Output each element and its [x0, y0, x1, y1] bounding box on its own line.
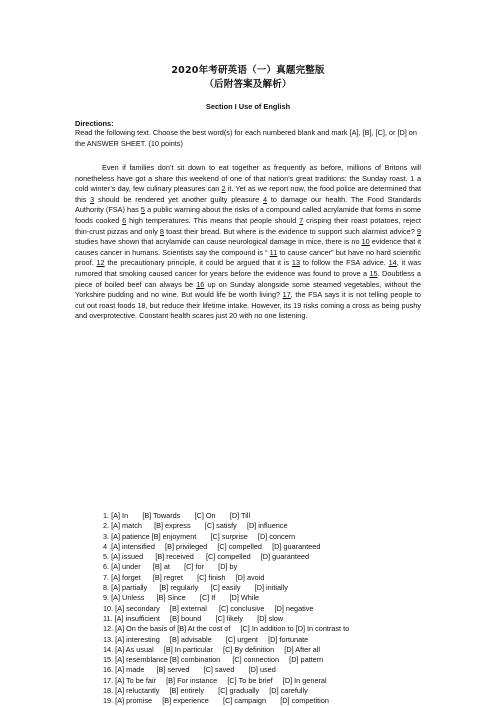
blank-number: 15 [369, 268, 378, 278]
directions-label: Directions: [75, 119, 114, 128]
options-list [103, 511, 433, 707]
blank-number: 7 [299, 215, 304, 225]
option-row: 7. [A] forget [B] regret [C] finish [D] avoid [103, 572, 265, 582]
passage-text: , it was rumored that smoking caused cancer for years before the evidence was found to prove a [75, 258, 421, 278]
blank-number: 3 [90, 194, 95, 204]
option-row: 11. [A] insufficient [B] bound [C] likely [D] slow [103, 613, 284, 623]
passage-text: should be rendered yet another guilty pleasure [94, 194, 264, 204]
passage [75, 163, 421, 322]
option-row: 12. [A] On the basis of [B] At the cost of [C] In addition to [D] In contrast to [103, 624, 350, 634]
blank-number: 17 [282, 290, 291, 300]
option-row: 5. [A] issued [B] received [C] compelled [D] guaranteed [103, 552, 310, 562]
passage-text: the precautionary principle, it could be argued that it is [104, 258, 292, 268]
passage-text: to damage our health. The Food Standards Authority (FSA) has [75, 194, 421, 215]
option-row: 4 .[A] intensified [B] privileged [C] compelled [D] guaranteed [103, 541, 321, 551]
blank-number: 13 [291, 258, 301, 268]
passage-text: toast their bread. But where is the evidence to support such alarmist advice? [163, 226, 417, 236]
blank-number: 8 [159, 226, 164, 236]
option-row: 13. [A] interesting [B] advisable [C] urgent [D] fortunate [103, 634, 309, 644]
directions-text: Read the following text. Choose the best word(s) for each numbered blank and mark [A], [B], [C], or [D] on the ANSWER SHEET. (10 points) [75, 128, 417, 148]
option-row: 16. [A] made [B] served [C] saved [D] used [103, 665, 276, 675]
passage-text: high temperatures. This means that people should [126, 215, 300, 225]
option-row: 19. [A] promise [B] experience [C] campaign [D] competition [103, 696, 329, 706]
option-row: 1. [A] In [B] Towards [C] On [D] Till [103, 511, 251, 520]
document-subtitle: （后附答案及解析） [204, 79, 292, 90]
passage-text: evidence that it causes cancer in humans. Scientists say the compound is “ [75, 237, 421, 257]
option-row: 10. [A] secondary [B] external [C] conclusive [D] negative [103, 603, 314, 613]
blank-number: 11 [269, 247, 278, 257]
section-heading: Section I Use of English [205, 102, 291, 111]
passage-text: to follow the FSA advice. [300, 258, 389, 268]
passage-text: it. Yet as we report now, the food police are determined that this [75, 184, 421, 204]
option-row: 6. [A] under [B] at [C] for [D] by [103, 562, 238, 572]
blank-number: 14 [388, 258, 397, 268]
blank-number: 4 [263, 194, 268, 204]
option-row: 3. [A] patience [B] enjoyment [C] surprise [D] concern [103, 531, 296, 541]
option-row: 15. [A] resemblance [B] combination [C] connection [D] pattern [103, 655, 324, 665]
passage-text: a public warning about the risks of a compound called acrylamide that forms in some foods cooked [75, 205, 421, 225]
blank-number: 10 [361, 237, 370, 247]
passage-text: to cause cancer” but have no hard scientific proof. [75, 247, 421, 268]
blank-number: 2 [221, 184, 226, 194]
blank-number: 5 [140, 205, 145, 215]
passage-text: . Doubtless a piece of boiled beef can always be [75, 268, 421, 289]
blank-number: 6 [122, 215, 127, 225]
document-title: 2020年考研英语（一）真题完整版 [171, 65, 325, 76]
option-row: 17. [A] To be fair [B] For instance [C] To be brief [D] In general [103, 675, 327, 685]
option-row: 18. [A] reluctantly [B] entirely [C] gradually [D] carefully [103, 686, 308, 696]
passage-text: crisping their roast potatoes, reject thin-crust pizzas and only [75, 215, 422, 236]
option-row: 8. [A] partially [B] regularly [C] easily [D] initially [103, 583, 288, 593]
blank-number: 9 [416, 226, 421, 236]
blank-number: 12 [96, 258, 105, 268]
option-row: 9. [A] Unless [B] Since [C] If [D] While [103, 593, 260, 603]
passage-text: , the FSA says it is not telling people to cut out roast foods 18, but reduce their lifetime intake. However, its 19 risks coming a cross as being pushy and overprotective. Constant health scares just 20 with no one listening. [75, 290, 421, 321]
blank-number: 16 [196, 279, 205, 289]
passage-text: up on Sunday alongside some steamed vegetables, without the Yorkshire pudding and no wine. But would life be worth living? [75, 279, 421, 300]
passage-text: Even if families don’t sit down to eat together as frequently as before, millions of Britons will nonetheless have got a share this weekend of one of that nation’s great traditions: the Sunday roast. 1 a cold winter’s day, few culinary pleasures can [75, 163, 421, 194]
option-row: 2. [A] match [B] express [C] satisfy [D] influence [103, 521, 288, 531]
option-row: 14. [A] As usual [B] In particular [C] By definition [D] After all [103, 644, 320, 654]
passage-text: studies have shown that acrylamide can cause neurological damage in mice, there is no [75, 237, 362, 247]
